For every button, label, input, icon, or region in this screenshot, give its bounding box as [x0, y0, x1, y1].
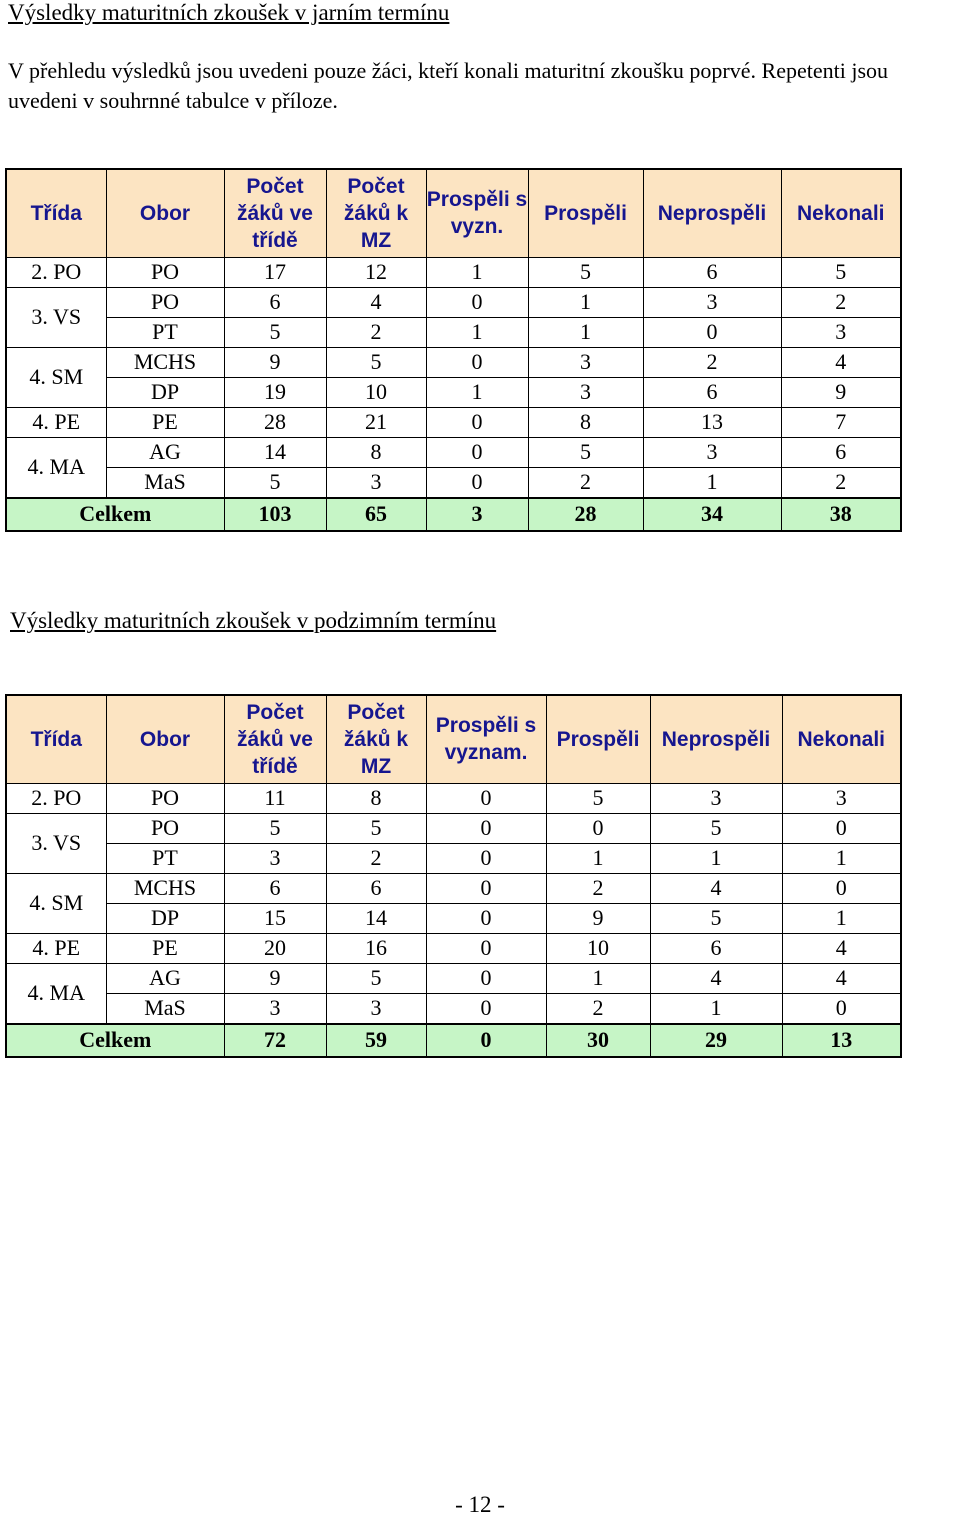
- total-value: 103: [224, 498, 326, 531]
- cell-value: 5: [326, 347, 426, 377]
- cell-value: 8: [528, 407, 643, 437]
- cell-value: 6: [326, 873, 426, 903]
- cell-value: 2: [326, 317, 426, 347]
- cell-value: 2: [546, 873, 650, 903]
- cell-value: 8: [326, 783, 426, 813]
- header-neprospeli: Neprospěli: [650, 695, 782, 783]
- table-row: [6, 317, 901, 347]
- table-header-row: [6, 695, 901, 783]
- cell-value: 0: [426, 903, 546, 933]
- header-neprospeli: Neprospěli: [643, 169, 781, 257]
- total-row: [6, 1024, 901, 1057]
- table-row: [6, 813, 901, 843]
- header-nekonali: Nekonali: [782, 695, 901, 783]
- cell-value: 6: [224, 873, 326, 903]
- table-row: [6, 467, 901, 498]
- cell-value: 3: [781, 317, 901, 347]
- cell-value: 0: [426, 347, 528, 377]
- cell-trida: 2. PO: [6, 257, 106, 287]
- total-row: [6, 498, 901, 531]
- cell-obor: PO: [106, 257, 224, 287]
- table-row: [6, 843, 901, 873]
- table-row: [6, 437, 901, 467]
- cell-value: 5: [224, 813, 326, 843]
- cell-value: 3: [643, 437, 781, 467]
- cell-trida: 4. MA: [6, 437, 106, 498]
- header-prospeli-s-vyzn: Prospěli s vyzn.: [426, 169, 528, 257]
- cell-value: 4: [650, 873, 782, 903]
- cell-value: 6: [224, 287, 326, 317]
- header-obor: Obor: [106, 695, 224, 783]
- cell-value: 0: [426, 813, 546, 843]
- total-value: 59: [326, 1024, 426, 1057]
- cell-value: 5: [326, 963, 426, 993]
- cell-value: 8: [326, 437, 426, 467]
- cell-value: 0: [426, 843, 546, 873]
- autumn-results-heading: Výsledky maturitních zkoušek v podzimním termínu: [10, 608, 497, 633]
- header-nekonali: Nekonali: [781, 169, 901, 257]
- total-value: 28: [528, 498, 643, 531]
- header-prospeli: Prospěli: [546, 695, 650, 783]
- autumn-results-table: [5, 694, 902, 1058]
- cell-value: 0: [426, 437, 528, 467]
- total-value: 0: [426, 1024, 546, 1057]
- cell-value: 15: [224, 903, 326, 933]
- page-number: - 12 -: [455, 1492, 505, 1517]
- cell-obor: DP: [106, 903, 224, 933]
- cell-value: 4: [326, 287, 426, 317]
- cell-obor: DP: [106, 377, 224, 407]
- spring-results-heading: Výsledky maturitních zkoušek v jarním termínu: [8, 0, 450, 25]
- cell-value: 13: [643, 407, 781, 437]
- cell-value: 0: [426, 933, 546, 963]
- cell-value: 2: [528, 467, 643, 498]
- cell-value: 9: [546, 903, 650, 933]
- total-value: 3: [426, 498, 528, 531]
- cell-value: 6: [643, 257, 781, 287]
- cell-value: 1: [546, 843, 650, 873]
- header-pocet-ve-tride: Počet žáků ve třídě: [224, 695, 326, 783]
- cell-value: 4: [782, 963, 901, 993]
- table-header-row: [6, 169, 901, 257]
- cell-obor: PO: [106, 287, 224, 317]
- cell-value: 1: [643, 467, 781, 498]
- cell-value: 0: [426, 467, 528, 498]
- cell-value: 0: [643, 317, 781, 347]
- header-prospeli: Prospěli: [528, 169, 643, 257]
- table-row: [6, 903, 901, 933]
- header-pocet-k-mz: Počet žáků k MZ: [326, 169, 426, 257]
- table-row: [6, 377, 901, 407]
- cell-value: 3: [782, 783, 901, 813]
- cell-value: 0: [426, 873, 546, 903]
- cell-value: 5: [781, 257, 901, 287]
- cell-value: 0: [782, 993, 901, 1024]
- cell-value: 11: [224, 783, 326, 813]
- cell-obor: PT: [106, 843, 224, 873]
- cell-value: 5: [528, 257, 643, 287]
- cell-value: 0: [426, 963, 546, 993]
- cell-value: 14: [326, 903, 426, 933]
- cell-value: 1: [426, 257, 528, 287]
- cell-value: 4: [782, 933, 901, 963]
- cell-value: 0: [546, 813, 650, 843]
- cell-value: 0: [426, 407, 528, 437]
- total-value: 29: [650, 1024, 782, 1057]
- spring-results-table: [5, 168, 902, 532]
- cell-value: 3: [650, 783, 782, 813]
- cell-value: 3: [224, 993, 326, 1024]
- cell-trida: 2. PO: [6, 783, 106, 813]
- cell-value: 10: [546, 933, 650, 963]
- cell-obor: PE: [106, 933, 224, 963]
- cell-value: 1: [546, 963, 650, 993]
- cell-value: 0: [782, 813, 901, 843]
- cell-value: 2: [546, 993, 650, 1024]
- cell-value: 19: [224, 377, 326, 407]
- cell-obor: MCHS: [106, 873, 224, 903]
- cell-obor: AG: [106, 437, 224, 467]
- cell-value: 4: [781, 347, 901, 377]
- intro-paragraph: V přehledu výsledků jsou uvedeni pouze žáci, kteří konali maturitní zkoušku poprvé. Repetenti jsou uvedeni v souhrnné tabulce v příloze.: [8, 58, 888, 113]
- total-label: Celkem: [6, 1024, 224, 1057]
- header-trida: Třída: [6, 695, 106, 783]
- cell-value: 14: [224, 437, 326, 467]
- table-row: [6, 963, 901, 993]
- total-value: 30: [546, 1024, 650, 1057]
- cell-value: 20: [224, 933, 326, 963]
- table-row: [6, 257, 901, 287]
- cell-value: 16: [326, 933, 426, 963]
- cell-value: 5: [546, 783, 650, 813]
- cell-value: 3: [643, 287, 781, 317]
- total-value: 72: [224, 1024, 326, 1057]
- cell-value: 0: [782, 873, 901, 903]
- cell-trida: 4. PE: [6, 933, 106, 963]
- cell-value: 4: [650, 963, 782, 993]
- cell-value: 1: [650, 843, 782, 873]
- cell-value: 2: [326, 843, 426, 873]
- cell-value: 3: [326, 993, 426, 1024]
- cell-value: 9: [224, 963, 326, 993]
- total-value: 13: [782, 1024, 901, 1057]
- cell-value: 9: [781, 377, 901, 407]
- cell-value: 21: [326, 407, 426, 437]
- cell-obor: MaS: [106, 467, 224, 498]
- cell-obor: PT: [106, 317, 224, 347]
- total-value: 65: [326, 498, 426, 531]
- cell-trida: 4. MA: [6, 963, 106, 1024]
- cell-value: 12: [326, 257, 426, 287]
- cell-value: 7: [781, 407, 901, 437]
- cell-value: 6: [650, 933, 782, 963]
- cell-trida: 4. SM: [6, 873, 106, 933]
- cell-value: 5: [224, 317, 326, 347]
- cell-value: 6: [643, 377, 781, 407]
- cell-obor: MCHS: [106, 347, 224, 377]
- header-pocet-ve-tride: Počet žáků ve třídě: [224, 169, 326, 257]
- cell-value: 1: [426, 317, 528, 347]
- cell-value: 10: [326, 377, 426, 407]
- cell-value: 2: [781, 467, 901, 498]
- cell-value: 5: [326, 813, 426, 843]
- cell-value: 2: [781, 287, 901, 317]
- cell-obor: PO: [106, 783, 224, 813]
- cell-value: 1: [426, 377, 528, 407]
- cell-value: 5: [224, 467, 326, 498]
- cell-obor: PE: [106, 407, 224, 437]
- cell-value: 3: [528, 377, 643, 407]
- cell-value: 1: [782, 903, 901, 933]
- cell-trida: 3. VS: [6, 287, 106, 347]
- cell-value: 17: [224, 257, 326, 287]
- table-row: [6, 347, 901, 377]
- table-row: [6, 933, 901, 963]
- table-row: [6, 407, 901, 437]
- cell-value: 0: [426, 993, 546, 1024]
- cell-value: 0: [426, 783, 546, 813]
- header-obor: Obor: [106, 169, 224, 257]
- cell-value: 5: [528, 437, 643, 467]
- cell-trida: 4. PE: [6, 407, 106, 437]
- cell-trida: 3. VS: [6, 813, 106, 873]
- cell-obor: MaS: [106, 993, 224, 1024]
- total-label: Celkem: [6, 498, 224, 531]
- cell-value: 6: [781, 437, 901, 467]
- total-value: 38: [781, 498, 901, 531]
- cell-value: 9: [224, 347, 326, 377]
- cell-value: 3: [224, 843, 326, 873]
- table-row: [6, 287, 901, 317]
- header-pocet-k-mz: Počet žáků k MZ: [326, 695, 426, 783]
- total-value: 34: [643, 498, 781, 531]
- cell-trida: 4. SM: [6, 347, 106, 407]
- header-trida: Třída: [6, 169, 106, 257]
- cell-value: 3: [326, 467, 426, 498]
- cell-obor: AG: [106, 963, 224, 993]
- cell-value: 1: [782, 843, 901, 873]
- cell-value: 1: [650, 993, 782, 1024]
- cell-value: 5: [650, 813, 782, 843]
- cell-value: 2: [643, 347, 781, 377]
- cell-obor: PO: [106, 813, 224, 843]
- cell-value: 1: [528, 287, 643, 317]
- cell-value: 28: [224, 407, 326, 437]
- header-prospeli-s-vyznam: Prospěli s vyznam.: [426, 695, 546, 783]
- cell-value: 3: [528, 347, 643, 377]
- table-row: [6, 783, 901, 813]
- cell-value: 1: [528, 317, 643, 347]
- table-row: [6, 873, 901, 903]
- cell-value: 5: [650, 903, 782, 933]
- table-row: [6, 993, 901, 1024]
- cell-value: 0: [426, 287, 528, 317]
